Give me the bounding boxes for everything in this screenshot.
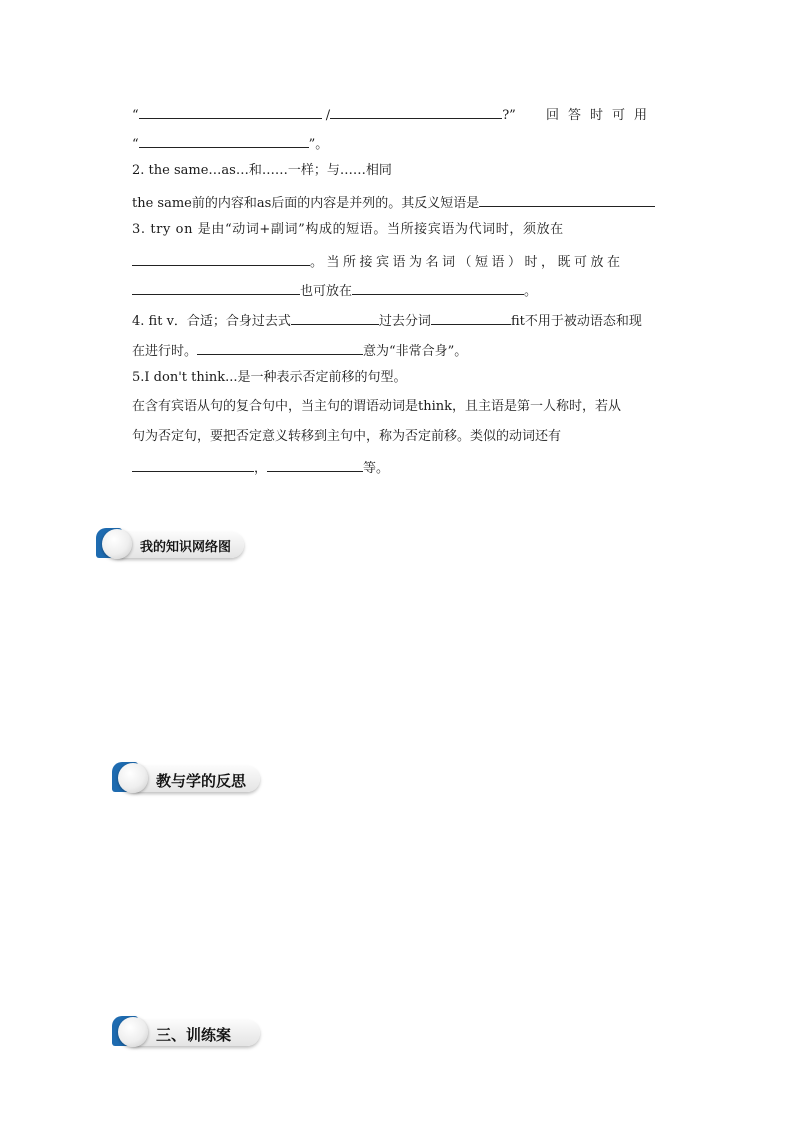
item4-line2: 在进行时。 意为“非常合身”。 (132, 340, 662, 361)
section-title: 教与学的反思 (156, 772, 247, 790)
blank-10[interactable] (197, 340, 363, 355)
blank-9[interactable] (431, 310, 511, 325)
item2-body: the same前的内容和as后面的内容是并列的。其反义短语是 (132, 192, 662, 213)
item3-line2: 。当所接宾语为名词（短语）时，既可放在 (132, 251, 662, 272)
circle-bullet-icon (118, 763, 148, 793)
item5-body3: ， 等。 (132, 457, 662, 478)
blank-1[interactable] (139, 104, 322, 119)
item5-body2: 句为否定句，要把否定意义转移到主句中，称为否定前移。类似的动词还有 (132, 429, 562, 444)
section-title: 三、训练案 (156, 1026, 232, 1044)
section-knowledge-map (96, 526, 246, 564)
blank-5[interactable] (132, 251, 310, 266)
blank-12[interactable] (267, 457, 363, 472)
item4-line1: 4. fit v．合适；合身过去式 过去分词 fit不用于被动语态和现 (132, 310, 662, 331)
blank-7[interactable] (352, 280, 524, 295)
circle-bullet-icon (102, 529, 132, 559)
blank-2[interactable] (330, 104, 502, 119)
blank-11[interactable] (132, 457, 254, 472)
item5-heading: 5.I don't think...是一种表示否定前移的句型。 (132, 370, 407, 385)
section-reflection (112, 760, 264, 798)
item1-line1: “ / ?” 回答时可用 (132, 104, 662, 125)
item3-line3: 也可放在 。 (132, 280, 662, 301)
blank-6[interactable] (132, 280, 300, 295)
item5-body1: 在含有宾语从句的复合句中，当主句的谓语动词是think，且主语是第一人称时，若从 (132, 399, 622, 414)
item3-line1: 3. try on 是由“动词+副词”构成的短语。当所接宾语为代词时，须放在 (132, 222, 564, 237)
item1-line2: “ ”。 (132, 133, 662, 154)
blank-4[interactable] (479, 192, 655, 207)
blank-3[interactable] (139, 133, 309, 148)
item2-heading: 2. the same…as…和……一样；与……相同 (132, 163, 392, 178)
circle-bullet-icon (118, 1017, 148, 1047)
section-training (112, 1014, 264, 1052)
blank-8[interactable] (291, 310, 379, 325)
section-title: 我的知识网络图 (140, 540, 232, 555)
